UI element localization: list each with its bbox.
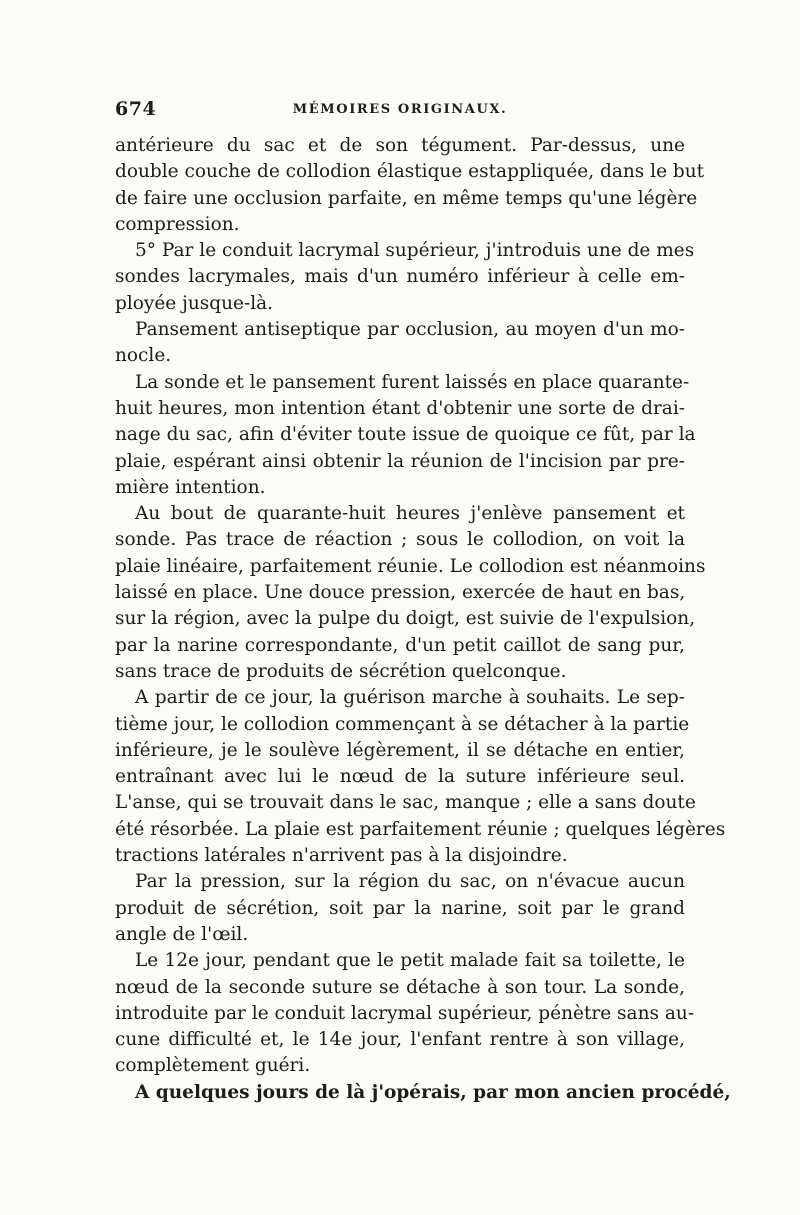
text-line: sondes lacrymales, mais d'un numéro inférieur à celle em- <box>115 266 685 288</box>
text-line: entraînant avec lui le nœud de la suture inférieure seul. <box>115 766 685 788</box>
text-line: tractions latérales n'arrivent pas à la disjoindre. <box>115 845 568 867</box>
text-line: Par la pression, sur la région du sac, on n'évacue aucun <box>135 871 685 893</box>
text-line: ployée jusque-là. <box>115 292 274 314</box>
text-line: plaie linéaire, parfaitement réunie. Le collodion est néanmoins <box>115 555 706 577</box>
text-line: angle de l'œil. <box>115 923 249 945</box>
text-line: produit de sécrétion, soit par la narine, soit par le grand <box>115 897 685 919</box>
text-line: 5° Par le conduit lacrymal supérieur, j'introduis une de mes <box>135 240 695 262</box>
body-text <box>115 133 731 1106</box>
text-line: huit heures, mon intention étant d'obtenir une sorte de drai- <box>115 397 685 419</box>
text-line: laissé en place. Une douce pression, exercée de haut en bas, <box>115 582 686 604</box>
text-line: plaie, espérant ainsi obtenir la réunion de l'incision par pre- <box>115 450 685 472</box>
text-line: tième jour, le collodion commençant à se détacher à la partie <box>115 713 690 735</box>
text-line: Au bout de quarante-huit heures j'enlève pansement et <box>135 503 685 525</box>
text-line: sur la région, avec la pulpe du doigt, est suivie de l'expulsion, <box>115 608 696 630</box>
text-line: nœud de la seconde suture se détache à son tour. La sonde, <box>115 976 685 998</box>
text-line: sonde. Pas trace de réaction ; sous le collodion, on voit la <box>115 529 685 551</box>
text-line: complètement guéri. <box>115 1055 311 1077</box>
text-line: antérieure du sac et de son tégument. Par-dessus, une <box>115 135 685 156</box>
text-line: cune difficulté et, le 14e jour, l'enfant rentre à son village, <box>115 1029 685 1051</box>
text-line: mière intention. <box>115 476 266 498</box>
text-line: compression. <box>115 213 240 235</box>
text-line: A quelques jours de là j'opérais, par mon ancien procédé, <box>135 1081 731 1103</box>
text-line: double couche de collodion élastique estappliquée, dans le but <box>115 161 705 183</box>
page-number: 674 <box>115 98 157 120</box>
running-title: MÉMOIRES ORIGINAUX. <box>292 102 508 117</box>
text-line: L'anse, qui se trouvait dans le sac, manque ; elle a sans doute <box>115 792 696 814</box>
text-line: Pansement antiseptique par occlusion, au moyen d'un mo- <box>135 319 685 341</box>
text-line: introduite par le conduit lacrymal supérieur, pénètre sans au- <box>115 1002 695 1024</box>
text-line: été résorbée. La plaie est parfaitement réunie ; quelques légères <box>115 818 726 840</box>
text-line: La sonde et le pansement furent laissés en place quarante- <box>135 371 690 393</box>
text-line: nage du sac, afin d'éviter toute issue de quoique ce fût, par la <box>115 424 696 446</box>
page-header <box>115 98 685 128</box>
text-line: inférieure, je le soulève légèrement, il se détache en entier, <box>115 739 685 761</box>
text-line: nocle. <box>115 345 172 367</box>
text-line: sans trace de produits de sécrétion quelconque. <box>115 660 567 682</box>
text-line: A partir de ce jour, la guérison marche à souhaits. Le sep- <box>135 687 685 709</box>
text-line: par la narine correspondante, d'un petit caillot de sang pur, <box>115 634 685 656</box>
text-line: Le 12e jour, pendant que le petit malade fait sa toilette, le <box>135 950 685 972</box>
text-line: de faire une occlusion parfaite, en même temps qu'une légère <box>115 187 698 209</box>
